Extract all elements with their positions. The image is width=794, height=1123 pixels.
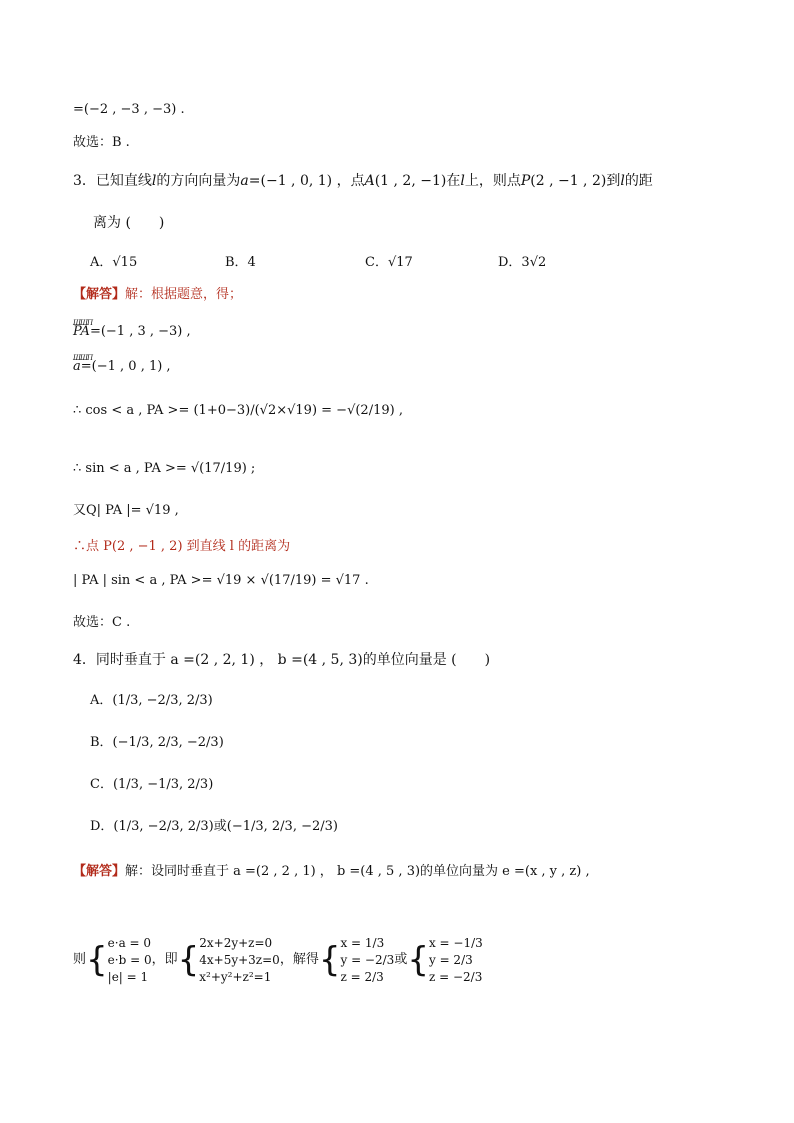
text-line: 故选：B . <box>73 135 130 150</box>
distance-intro: ∴点 P(2 , −1 , 2) 到直线 l 的距离为 <box>73 539 291 554</box>
cos-line: ∴ cos < a , PA >= (1+0−3)/(√2×√19) = −√(2/19) , <box>73 403 403 418</box>
vector-pa: ШШП PA=(−1 , 3 , −3) , <box>73 323 191 341</box>
distance-calc: | PA | sin < a , PA >= √19 × √(17/19) = √17 . <box>73 573 369 588</box>
magnitude-line: 又Q| PA |= √19 , <box>73 503 179 518</box>
option-4d: D．(1/3, −2/3, 2/3)或(−1/3, 2/3, −2/3) <box>90 819 338 834</box>
option-d: D．3√2 <box>498 255 547 270</box>
vector-a: ШШП a=(−1 , 0 , 1) , <box>73 358 171 376</box>
question-3: 3．已知直线l的方向向量为a=(−1 , 0, 1) ，点A(1 , 2, −1)在l上，则点P(2 , −1 , 2)到l的距 <box>73 173 653 189</box>
answer-3-heading: 【解答】解：根据题意，得； <box>73 287 243 302</box>
text-line: =(−2 , −3 , −3) . <box>73 102 185 117</box>
answer-3-choice: 故选：C . <box>73 615 131 630</box>
option-4c: C．(1/3, −1/3, 2/3) <box>90 777 214 792</box>
option-c: C．√17 <box>365 255 413 270</box>
option-4a: A．(1/3, −2/3, 2/3) <box>90 693 213 708</box>
option-4b: B．(−1/3, 2/3, −2/3) <box>90 735 224 750</box>
question-4: 4．同时垂直于 a =(2 , 2, 1) ， b =(4 , 5, 3)的单位向量是 ( ) <box>73 652 491 668</box>
option-b: B．4 <box>225 255 256 270</box>
question-3-line2: 离为 ( ) <box>93 215 165 231</box>
answer-4-heading: 【解答】解：设同时垂直于 a =(2 , 2 , 1) ， b =(4 , 5 , 3)的单位向量为 e =(x , y , z) , <box>73 864 590 879</box>
equation-system: 则 { e·a = 0 e·b = 0 |e| = 1 ，即 { 2x+2y+z=0 4x+5y+3z=0 x²+y²+z²=1 ，解得 { x = 1/3 y = −2/3 z = 2/3 或 { x = −1/3 y = 2/3 z = −2/3 <box>73 935 483 984</box>
option-a: A．√15 <box>90 255 138 270</box>
sin-line: ∴ sin < a , PA >= √(17/19) ; <box>73 461 256 476</box>
